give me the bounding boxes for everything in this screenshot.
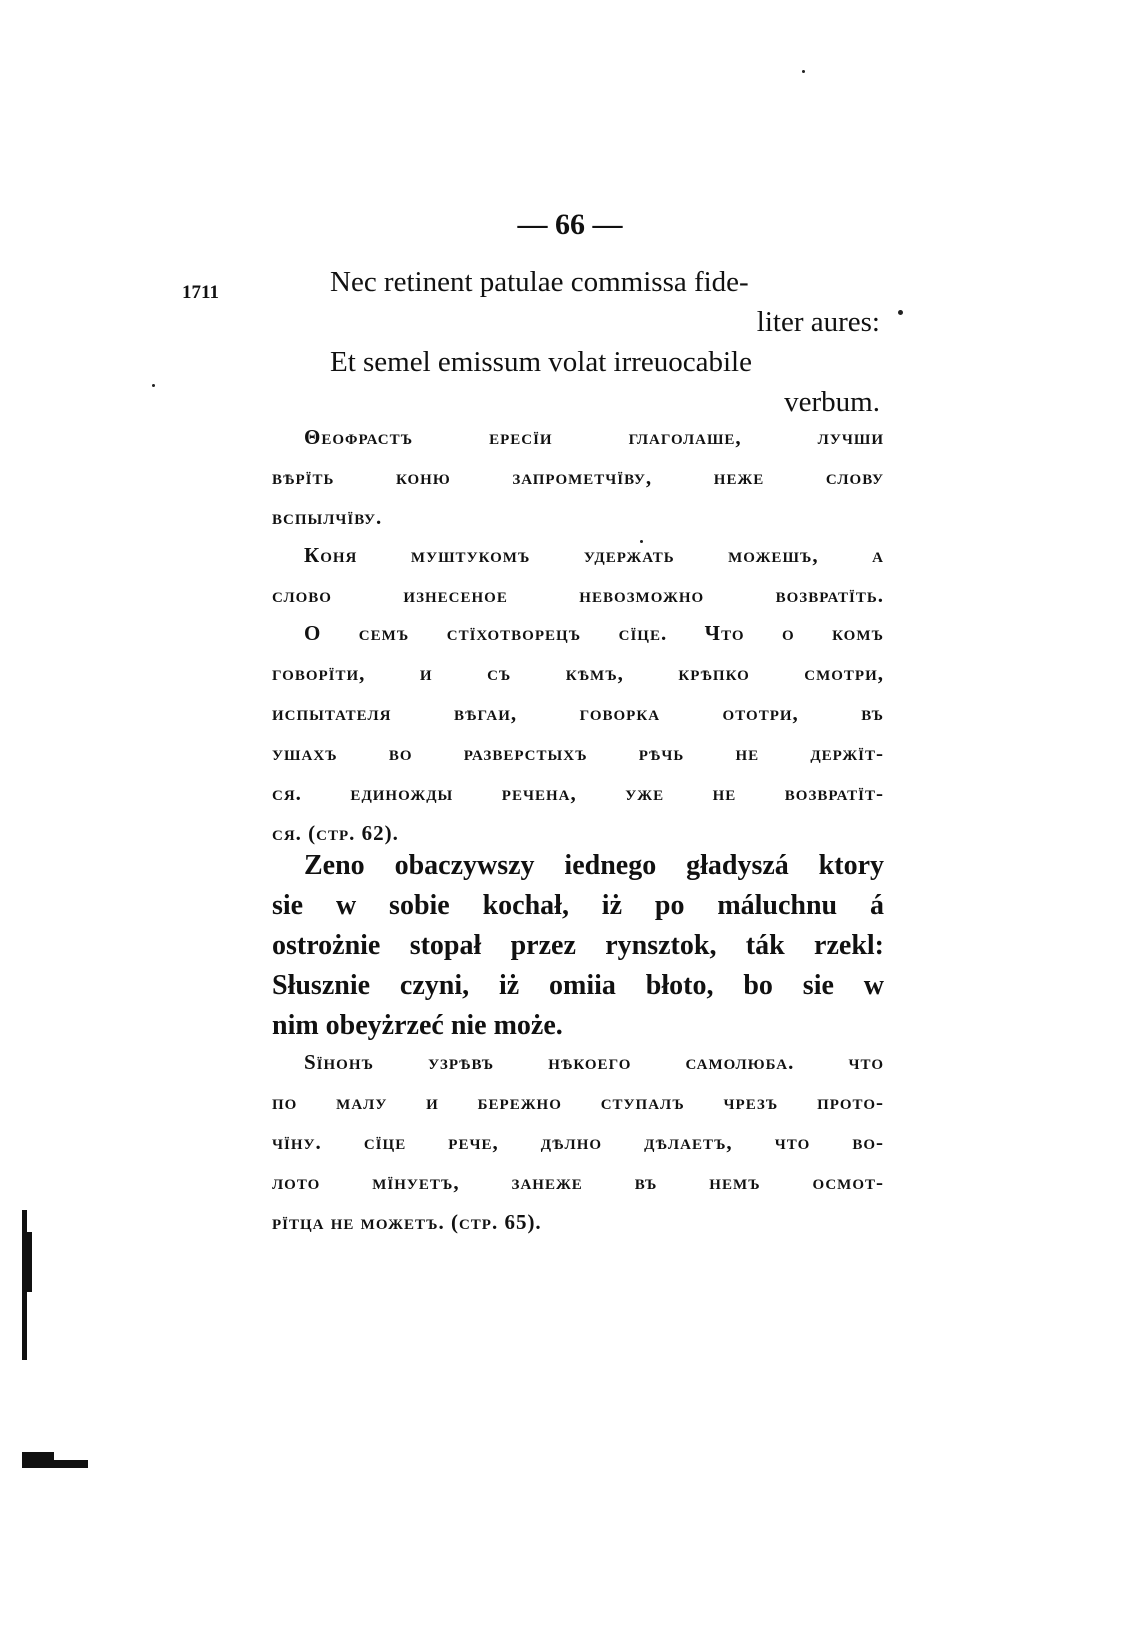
- text-line: Sїнонъ узрѣвъ нѣкоего самолюба. что: [304, 1050, 884, 1074]
- page-number: — 66 —: [517, 208, 623, 241]
- scan-speck: [640, 540, 643, 543]
- latin-line: liter aures:: [756, 306, 880, 338]
- paragraph-horse: [272, 535, 884, 615]
- paragraph-zeno: [272, 846, 884, 1046]
- text-line: sie w sobie kochał, iż po máluchnu á: [272, 890, 884, 921]
- text-line: лото мїнуетъ, занеже въ немъ осмот-: [272, 1170, 884, 1194]
- scan-speck: [152, 384, 155, 387]
- scan-edge-mark: [26, 1232, 32, 1292]
- text-line: ся. (стр. 62).: [272, 821, 399, 845]
- latin-line: Et semel emissum volat irreuocabile: [330, 346, 752, 378]
- text-line: Zeno obaczywszy iednego gładyszá ktory: [304, 850, 884, 881]
- text-line: ушахъ во разверстыхъ рѣчь не держїт-: [272, 741, 884, 765]
- verse-number: 1711: [182, 282, 219, 303]
- text-line: Słusznie czyni, iż omiia błoto, bo sie w: [272, 970, 884, 1001]
- latin-line: verbum.: [784, 386, 880, 418]
- text-line: ся. единожды речена, уже не возвратїт-: [272, 781, 884, 805]
- scan-edge-mark: [22, 1460, 88, 1468]
- text-line: чїну. сїце рече, дѣлно дѣлаетъ, что во-: [272, 1130, 884, 1154]
- scan-speck: [898, 310, 903, 315]
- text-line: ostrożnie stopał przez rynsztok, ták rzekl:: [272, 930, 884, 961]
- scan-edge-mark: [22, 1452, 54, 1460]
- text-line: nim obeyżrzeć nie może.: [272, 1010, 563, 1041]
- text-line: говорїти, и съ кѣмъ, крѣпко смотри,: [272, 661, 884, 685]
- paragraph-poet: [272, 613, 884, 853]
- text-line: вѣрїть коню запрометчїву, неже слову: [272, 465, 884, 489]
- paragraph-theophrastus: [272, 417, 884, 537]
- text-line: Коня муштукомъ удержать можешъ, а: [304, 543, 884, 567]
- text-line: рїтца не можетъ. (стр. 65).: [272, 1210, 542, 1234]
- text-line: О семъ стїхотворецъ сїце. Что о комъ: [304, 621, 884, 645]
- text-line: Θεοφрастъ ересїи глаголаше, лучши: [304, 425, 884, 449]
- text-line: слово изнесеное невозможно возвратїть.: [272, 583, 884, 607]
- text-line: вспылчїву.: [272, 505, 383, 529]
- text-line: по малу и бережно ступалъ чрезъ прото-: [272, 1090, 884, 1114]
- latin-line: Nec retinent patulae commissa fide-: [330, 266, 749, 298]
- latin-quote: [330, 262, 880, 422]
- paragraph-sinon: [272, 1042, 884, 1242]
- scan-speck: [802, 70, 805, 73]
- text-line: испытателя вѣгаи, говорка ототри, въ: [272, 701, 884, 725]
